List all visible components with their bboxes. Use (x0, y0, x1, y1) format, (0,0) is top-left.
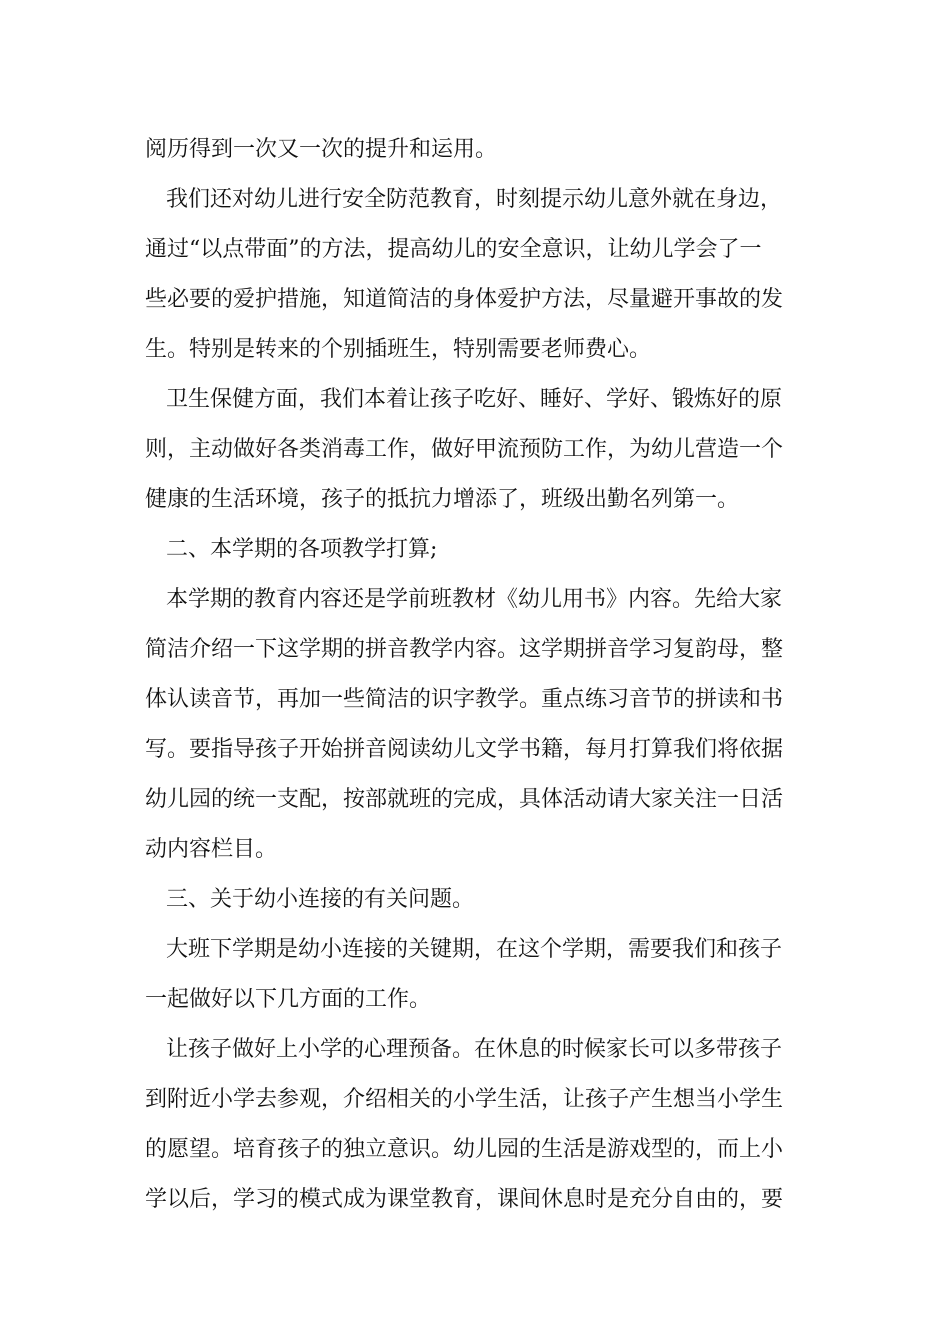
paragraph-line: 动内容栏目。 (145, 837, 278, 862)
paragraph-line: 的愿望。培育孩子的独立意识。幼儿园的生活是游戏型的，而上小 (145, 1137, 784, 1162)
paragraph-line: 大班下学期是幼小连接的关键期，在这个学期，需要我们和孩子 (166, 937, 783, 962)
paragraph-line: 阅历得到一次又一次的提升和运用。 (145, 137, 498, 162)
paragraph-line: 幼儿园的统一支配，按部就班的完成，具体活动请大家关注一日活 (145, 787, 784, 812)
paragraph-line: 让孩子做好上小学的心理预备。在休息的时候家长可以多带孩子 (166, 1037, 783, 1062)
paragraph-line: 一起做好以下几方面的工作。 (145, 987, 432, 1012)
paragraph-line: 我们还对幼儿进行安全防范教育，时刻提示幼儿意外就在身边， (166, 187, 783, 212)
paragraph-line: 本学期的教育内容还是学前班教材《幼儿用书》内容。先给大家 (166, 587, 783, 612)
paragraph-line: 些必要的爱护措施，知道简洁的身体爱护方法，尽量避开事故的发 (145, 287, 784, 312)
paragraph-line: 生。特别是转来的个别插班生，特别需要老师费心。 (145, 337, 652, 362)
paragraph-line: 体认读音节，再加一些简洁的识字教学。重点练习音节的拼读和书 (145, 687, 784, 712)
section-heading: 三、关于幼小连接的有关问题。 (166, 887, 475, 912)
paragraph-line: 健康的生活环境，孩子的抵抗力增添了，班级出勤名列第一。 (145, 487, 740, 512)
paragraph-line: 学以后，学习的模式成为课堂教育，课间休息时是充分自由的，要 (145, 1187, 784, 1212)
paragraph-line: 写。要指导孩子开始拼音阅读幼儿文学书籍，每月打算我们将依据 (145, 737, 784, 762)
section-heading: 二、本学期的各项教学打算; (166, 537, 438, 562)
paragraph-line: 卫生保健方面，我们本着让孩子吃好、睡好、学好、锻炼好的原 (166, 387, 783, 412)
paragraph-line: 到附近小学去参观，介绍相关的小学生活，让孩子产生想当小学生 (145, 1087, 784, 1112)
paragraph-line: 则，主动做好各类消毒工作，做好甲流预防工作，为幼儿营造一个 (145, 437, 784, 462)
paragraph-line: 通过“以点带面”的方法，提高幼儿的安全意识，让幼儿学会了一 (145, 237, 762, 262)
paragraph-line: 简洁介绍一下这学期的拼音教学内容。这学期拼音学习复韵母，整 (145, 637, 784, 662)
